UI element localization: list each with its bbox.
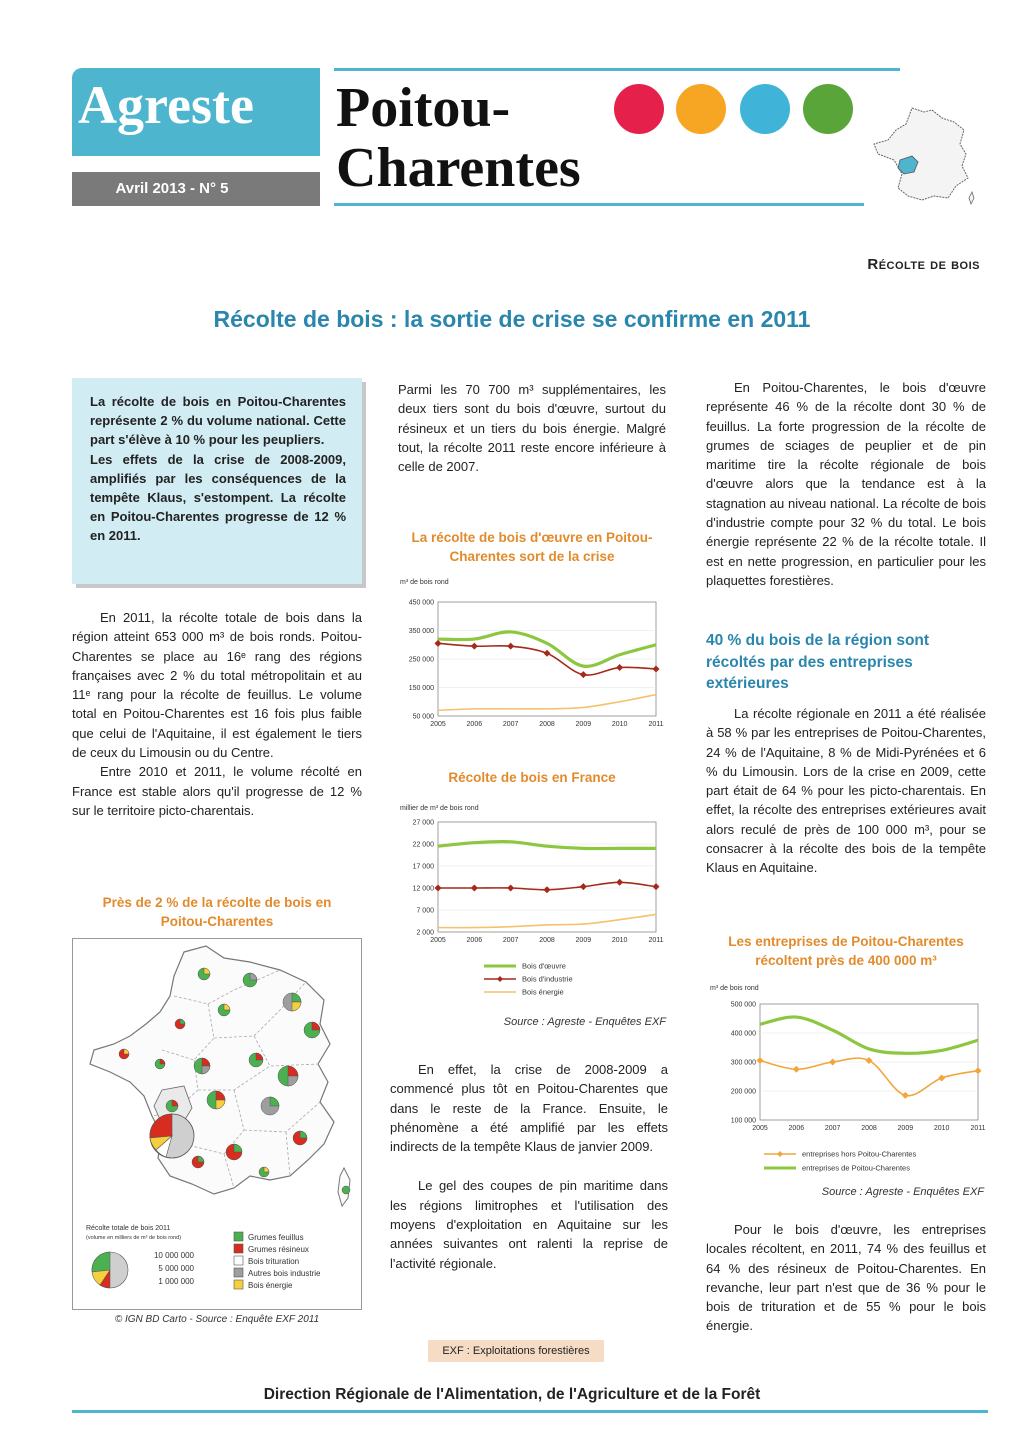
- x-tick-label: 2011: [648, 937, 664, 944]
- map-legend-swatch: [234, 1280, 243, 1289]
- col1-paragraph-2: Entre 2010 et 2011, le volume récolté en France est stable alors qu'il progresse de 12 % sur le territoire picto-charentais.: [72, 764, 362, 818]
- x-tick-label: 2006: [466, 721, 483, 728]
- summary-paragraph-1: La récolte de bois en Poitou-Charentes représente 2 % du volume national. Cette part s'élève à 10 % pour les peupliers.: [90, 394, 346, 448]
- chart2-source: Source : Agreste - Enquêtes EXF: [503, 1016, 666, 1028]
- legend-label: Bois d'œuvre: [522, 961, 566, 971]
- col3-paragraph-1: En Poitou-Charentes, le bois d'œuvre représente 46 % de la récolte dont 30 % de feuillus. La forte progression de la récolte de grumes de sciages de peuplier et de pin maritime tire la récolte régionale de bois d'œuvre alors que la tendance est à la stagnation au niveau national. La récolte de bois d'industrie compte pour 32 % du total. Le bois énergie représente 22 % de la récolte totale. Il est en nette progression, en particulier pour les plaquettes forestières.: [706, 380, 986, 588]
- article-title: Récolte de bois : la sortie de crise se confirme en 2011: [213, 306, 811, 332]
- x-tick-label: 2008: [861, 1125, 877, 1132]
- chart3-title: Les entreprises de Poitou-Charentes récoltent près de 400 000 m³: [728, 934, 964, 968]
- y-axis-label: m³ de bois rond: [400, 579, 449, 586]
- dot-blue-icon: [740, 84, 790, 134]
- x-tick-label: 2010: [611, 937, 628, 944]
- y-tick-label: 27 000: [412, 819, 434, 827]
- brand-logo: Agreste: [78, 75, 254, 135]
- aquitaine-pie: [150, 1114, 194, 1158]
- y-tick-label: 450 000: [408, 599, 434, 607]
- x-tick-label: 2007: [502, 721, 519, 728]
- x-tick-label: 2009: [575, 721, 592, 728]
- map-legend-label: Bois trituration: [248, 1257, 300, 1266]
- col3-paragraph-3: Pour le bois d'œuvre, les entreprises locales récoltent, en 2011, 74 % des feuillus et 64 % des résineux de Poitou-Charentes. En revanche, leur part n'est que de 36 % pour le bois de trituration et de 55 % pour le bois énergie.: [706, 1222, 986, 1334]
- issue-date: Avril 2013 - N° 5: [115, 180, 229, 197]
- y-tick-label: 150 000: [408, 685, 434, 692]
- x-tick-label: 2006: [788, 1125, 805, 1132]
- x-tick-label: 2006: [466, 937, 483, 944]
- map-legend-label: Autres bois industrie: [248, 1269, 321, 1278]
- legend-marker: [777, 1151, 783, 1157]
- map-legend-label: Grumes feuillus: [248, 1233, 304, 1242]
- x-tick-label: 2011: [648, 721, 664, 728]
- chart-entreprises: [708, 980, 990, 1144]
- exf-note: EXF : Exploitations forestières: [428, 1340, 604, 1362]
- map-legend-pie: [92, 1252, 128, 1288]
- column-2-text-bottom: [390, 1060, 668, 1273]
- column-3-text-bottom: [706, 1220, 986, 1336]
- y-tick-label: 22 000: [412, 841, 434, 849]
- france-location-map-icon: [868, 100, 978, 210]
- col1-paragraph-1: En 2011, la récolte totale de bois dans la région atteint 653 000 m³ de bois ronds. Poitou-Charentes se place au 16ᵉ rang des régions françaises avec 2 % du total métropolitain et au 11ᵉ rang pour la récolte de feuillus. Le volume total en Poitou-Charentes est 16 fois plus faible que celui de l'Aquitaine, il est également le tiers de ceux du Limousin ou du Centre.: [72, 610, 362, 761]
- france-outline: [90, 946, 334, 1194]
- header-rule-top: [334, 68, 900, 71]
- column-1-text: [72, 608, 362, 820]
- chart2-legend: [480, 958, 660, 1004]
- y-tick-label: 100 000: [730, 1117, 756, 1125]
- footer-title: Direction Régionale de l'Alimentation, de l'Agriculture et de la Forêt: [263, 1386, 761, 1403]
- legend-value-3: 1 000 000: [158, 1277, 194, 1286]
- chart3-legend: [760, 1146, 980, 1180]
- chart3-source: Source : Agreste - Enquêtes EXF: [821, 1186, 984, 1198]
- summary-paragraph-2: Les effets de la crise de 2008-2009, amplifiés par les conséquences de la tempête Klaus, s'estompent. La récolte en Poitou-Charentes progresse de 12 % en 2011.: [90, 451, 346, 544]
- col3-paragraph-2: La récolte régionale en 2011 a été réalisée à 58 % par les entreprises de Poitou-Charentes, 24 % de l'Aquitaine, 8 % de Midi-Pyrénées et 6 % du Limousin. Lors de la crise en 2009, cette part était de 64 % pour les picto-charentais. En effet, la récolte des entreprises extérieures avait alors reculé de près de 100 000 m³, pour se consacrer à la récolte des bois de la tempête Klaus en Aquitaine.: [706, 706, 986, 876]
- legend-marker: [497, 976, 503, 982]
- y-tick-label: 500 000: [730, 1001, 756, 1009]
- legend-label: Bois d'industrie: [522, 974, 573, 984]
- x-tick-label: 2007: [824, 1125, 841, 1132]
- x-tick-label: 2009: [575, 937, 592, 944]
- x-tick-label: 2009: [897, 1125, 914, 1132]
- col3-subheading: 40 % du bois de la région sont récoltés par des entreprises extérieures: [706, 632, 930, 692]
- chart2-title: Récolte de bois en France: [448, 770, 616, 785]
- column-3-text-mid: [706, 704, 986, 878]
- dot-green-icon: [803, 84, 853, 134]
- chart-poitou-bois-oeuvre: [398, 574, 672, 738]
- y-tick-label: 350 000: [408, 628, 434, 635]
- y-tick-label: 17 000: [412, 863, 434, 871]
- map-legend-label: Bois énergie: [248, 1281, 293, 1290]
- y-tick-label: 400 000: [730, 1030, 756, 1038]
- region-title-line1: Poitou-: [336, 77, 511, 139]
- region-title: [336, 78, 581, 198]
- col2-paragraph-3: Le gel des coupes de pin maritime dans les régions limitrophes et l'utilisation des moyens d'exploitation en Aquitaine sur les années suivantes ont ralenti la reprise de l'activité régionale.: [390, 1178, 668, 1271]
- y-tick-label: 200 000: [730, 1088, 756, 1096]
- y-tick-label: 7 000: [416, 907, 434, 915]
- dot-red-icon: [614, 84, 664, 134]
- region-title-line2: Charentes: [336, 137, 581, 199]
- footer-rule: [72, 1410, 988, 1413]
- map-legend-items: [234, 1232, 321, 1290]
- summary-text: [90, 392, 346, 546]
- x-tick-label: 2011: [970, 1125, 986, 1132]
- y-tick-label: 2 000: [416, 929, 434, 937]
- y-tick-label: 12 000: [412, 885, 434, 893]
- header-rule-bottom: [334, 203, 864, 206]
- y-axis-label: m³ de bois rond: [710, 985, 759, 992]
- france-harvest-map: [74, 940, 360, 1308]
- x-tick-label: 2005: [430, 721, 446, 728]
- column-3-text-top: [706, 378, 986, 590]
- map-legend-swatch: [234, 1268, 243, 1277]
- x-tick-label: 2008: [539, 937, 555, 944]
- column-2-text-top: [398, 380, 666, 476]
- map-legend-swatch: [234, 1244, 243, 1253]
- legend-label: Bois énergie: [522, 987, 564, 997]
- plot-area: [438, 822, 656, 932]
- legend-value-2: 5 000 000: [158, 1264, 194, 1273]
- x-tick-label: 2005: [430, 937, 446, 944]
- x-tick-label: 2010: [611, 721, 628, 728]
- chart1-title: La récolte de bois d'œuvre en Poitou-Charentes sort de la crise: [411, 530, 653, 564]
- x-tick-label: 2005: [752, 1125, 768, 1132]
- chart-france-recolte: [398, 800, 672, 956]
- map-legend-title: Récolte totale de bois 2011: [86, 1225, 171, 1232]
- y-tick-label: 300 000: [730, 1059, 756, 1067]
- map-legend-subtitle: (volume en milliers de m³ de bois rond): [86, 1235, 182, 1241]
- section-label: Récolte de bois: [867, 256, 980, 273]
- legend-label: entreprises hors Poitou-Charentes: [802, 1149, 917, 1159]
- col2-paragraph-2: En effet, la crise de 2008-2009 a commencé plus tôt en Poitou-Charentes que dans le reste de la France. Ensuite, le phénomène a été amplifié par les effets indirects de la tempête Klaus de janvier 2009.: [390, 1062, 668, 1155]
- legend-value-1: 10 000 000: [153, 1251, 194, 1260]
- y-tick-label: 250 000: [408, 656, 434, 664]
- map-legend-label: Grumes résineux: [248, 1245, 309, 1254]
- map-legend-swatch: [234, 1256, 243, 1265]
- col2-paragraph-1: Parmi les 70 700 m³ supplémentaires, les deux tiers sont du bois d'œuvre, surtout du résineux et un tiers du bois énergie. Malgré tout, la récolte 2011 reste encore inférieure à celle de 2007.: [398, 382, 666, 475]
- map-title: Près de 2 % de la récolte de bois en Poitou-Charentes: [102, 895, 332, 929]
- map-legend-swatch: [234, 1232, 243, 1241]
- x-tick-label: 2008: [539, 721, 555, 728]
- legend-label: entreprises de Poitou-Charentes: [802, 1163, 910, 1173]
- y-axis-label: millier de m³ de bois rond: [400, 805, 479, 812]
- x-tick-label: 2010: [933, 1125, 950, 1132]
- y-tick-label: 50 000: [412, 713, 434, 721]
- dot-orange-icon: [676, 84, 726, 134]
- x-tick-label: 2007: [502, 937, 519, 944]
- map-source: © IGN BD Carto - Source : Enquête EXF 2011: [114, 1314, 320, 1325]
